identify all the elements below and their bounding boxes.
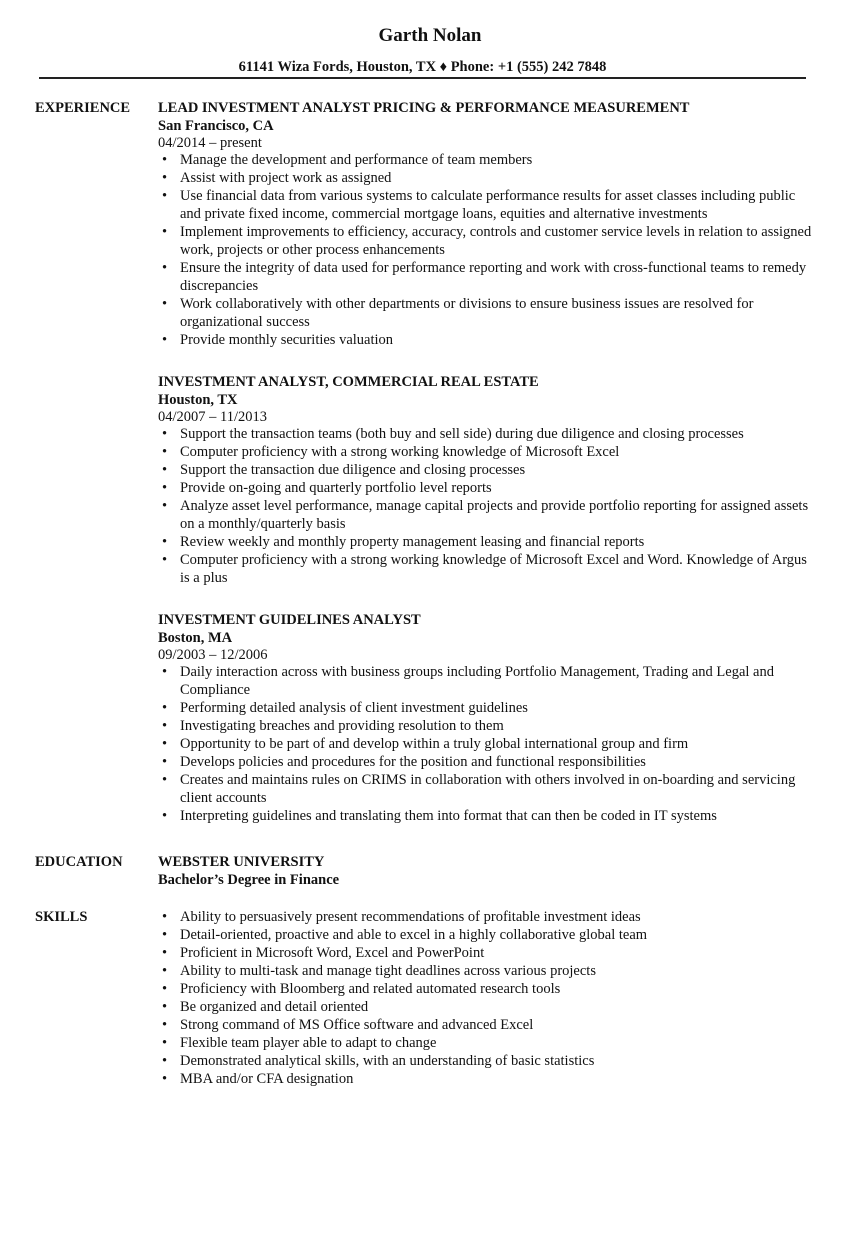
bullet-item: • Provide monthly securities valuation [158, 331, 818, 349]
bullet-item: • Investigating breaches and providing resolution to them [158, 717, 818, 735]
bullet-item: • Daily interaction across with business groups including Portfolio Management, Trading and Legal and Compliance [158, 663, 818, 699]
skill-item: • Detail-oriented, proactive and able to excel in a highly collaborative global team [158, 926, 818, 944]
bullet-item: • Support the transaction due diligence and closing processes [158, 461, 818, 479]
job-bullets [158, 151, 818, 349]
job-dates: 04/2014 – present [158, 135, 262, 151]
bullet-item: • Use financial data from various systems to calculate performance results for asset classes including public and private fixed income, commercial mortgage loans, equities and alternative investments [158, 187, 818, 223]
bullet-item: • Analyze asset level performance, manage capital projects and provide portfolio reporting for assigned assets on a monthly/quarterly basis [158, 497, 818, 533]
contact-line: 61141 Wiza Fords, Houston, TX ♦ Phone: +1 (555) 242 7848 [238, 59, 607, 75]
job-location: Houston, TX [158, 392, 238, 408]
job-title: INVESTMENT ANALYST, COMMERCIAL REAL ESTATE [158, 374, 539, 390]
skill-item: • Ability to persuasively present recommendations of profitable investment ideas [158, 908, 818, 926]
bullet-item: • Computer proficiency with a strong working knowledge of Microsoft Excel and Word. Knowledge of Argus is a plus [158, 551, 818, 587]
header-divider [39, 77, 806, 79]
job-entry [158, 611, 818, 825]
bullet-item: • Performing detailed analysis of client investment guidelines [158, 699, 818, 717]
bullet-item: • Assist with project work as assigned [158, 169, 818, 187]
skill-item: • Strong command of MS Office software and advanced Excel [158, 1016, 818, 1034]
candidate-name: Garth Nolan [378, 25, 482, 46]
job-location: Boston, MA [158, 630, 233, 646]
bullet-item: • Creates and maintains rules on CRIMS in collaboration with others involved in on-boarding and servicing client accounts [158, 771, 818, 807]
bullet-item: • Opportunity to be part of and develop within a truly global international group and firm [158, 735, 818, 753]
skill-item: • Demonstrated analytical skills, with an understanding of basic statistics [158, 1052, 818, 1070]
section-label-education: EDUCATION [35, 854, 123, 870]
bullet-item: • Work collaboratively with other departments or divisions to ensure business issues are resolved for organizational success [158, 295, 818, 331]
bullet-item: • Manage the development and performance of team members [158, 151, 818, 169]
bullet-item: • Ensure the integrity of data used for performance reporting and work with cross-functional teams to remedy discrepancies [158, 259, 818, 295]
job-dates: 04/2007 – 11/2013 [158, 409, 268, 425]
job-location: San Francisco, CA [158, 118, 274, 134]
section-label-skills: SKILLS [35, 909, 88, 925]
skill-item: • Proficiency with Bloomberg and related automated research tools [158, 980, 818, 998]
job-title: INVESTMENT GUIDELINES ANALYST [158, 612, 421, 628]
skill-item: • Proficient in Microsoft Word, Excel and PowerPoint [158, 944, 818, 962]
job-bullets [158, 663, 818, 825]
skills-list [158, 908, 818, 1088]
job-entry [158, 373, 818, 587]
section-label-experience: EXPERIENCE [35, 100, 131, 116]
bullet-item: • Provide on-going and quarterly portfolio level reports [158, 479, 818, 497]
bullet-item: • Implement improvements to efficiency, accuracy, controls and customer service levels in relation to assigned work, projects or other process enhancements [158, 223, 818, 259]
education-entry [158, 853, 818, 889]
bullet-item: • Interpreting guidelines and translating them into format that can then be coded in IT systems [158, 807, 818, 825]
skills-list-wrapper [158, 908, 818, 1088]
bullet-item: • Computer proficiency with a strong working knowledge of Microsoft Excel [158, 443, 818, 461]
job-bullets [158, 425, 818, 587]
bullet-item: • Support the transaction teams (both buy and sell side) during due diligence and closing processes [158, 425, 818, 443]
job-dates: 09/2003 – 12/2006 [158, 647, 268, 663]
degree: Bachelor’s Degree in Finance [158, 872, 340, 888]
skill-item: • Be organized and detail oriented [158, 998, 818, 1016]
skill-item: • Flexible team player able to adapt to change [158, 1034, 818, 1052]
bullet-item: • Review weekly and monthly property management leasing and financial reports [158, 533, 818, 551]
experience-list [158, 99, 818, 825]
school-name: WEBSTER UNIVERSITY [158, 854, 325, 870]
job-title: LEAD INVESTMENT ANALYST PRICING & PERFORMANCE MEASUREMENT [158, 100, 690, 116]
job-entry [158, 99, 818, 349]
bullet-item: • Develops policies and procedures for the position and functional responsibilities [158, 753, 818, 771]
skill-item: • MBA and/or CFA designation [158, 1070, 818, 1088]
skill-item: • Ability to multi-task and manage tight deadlines across various projects [158, 962, 818, 980]
